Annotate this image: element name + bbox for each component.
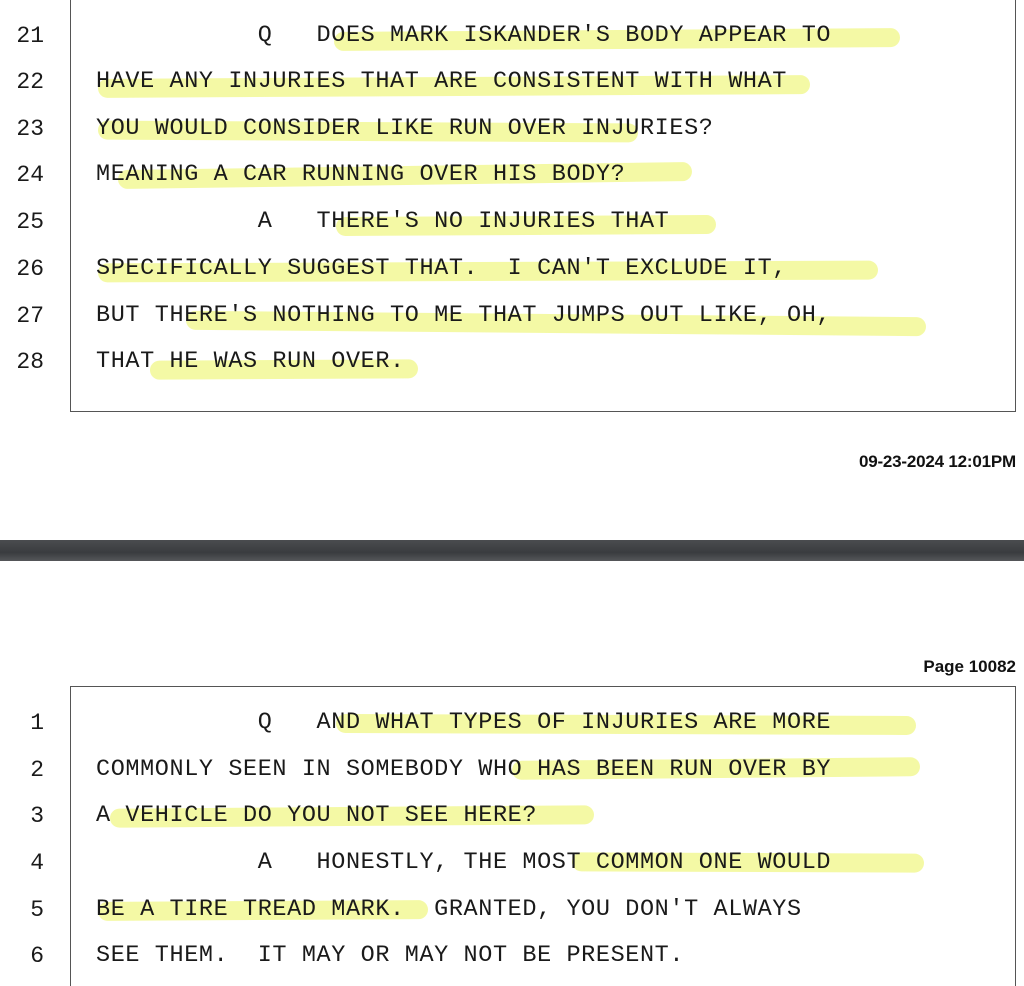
line-number: 24: [16, 162, 44, 188]
transcript-page-bottom: [0, 561, 1024, 967]
transcript-line: [0, 339, 1024, 385]
transcript-line: [0, 13, 1024, 59]
transcript-line: [0, 152, 1024, 198]
line-number: 1: [30, 710, 44, 736]
transcript-line: [0, 840, 1024, 886]
transcript-line: [0, 246, 1024, 292]
line-text: MEANING A CAR RUNNING OVER HIS BODY?: [96, 161, 626, 188]
transcript-line: [0, 747, 1024, 793]
transcript-line: [0, 59, 1024, 105]
line-text: A HONESTLY, THE MOST COMMON ONE WOULD: [96, 849, 832, 876]
line-text: BE A TIRE TREAD MARK. GRANTED, YOU DON'T ALWAYS: [96, 896, 802, 923]
transcript-line: [0, 933, 1024, 979]
transcript-line: [0, 199, 1024, 245]
line-number: 21: [16, 23, 44, 49]
line-text: THAT HE WAS RUN OVER.: [96, 348, 405, 375]
line-number: 26: [16, 256, 44, 282]
line-number: 25: [16, 209, 44, 235]
line-number: 4: [30, 850, 44, 876]
line-number: 23: [16, 116, 44, 142]
page-separator: [0, 540, 1024, 561]
line-number: 2: [30, 757, 44, 783]
line-number: 27: [16, 303, 44, 329]
line-number: 22: [16, 69, 44, 95]
line-number: 3: [30, 803, 44, 829]
line-text: A VEHICLE DO YOU NOT SEE HERE?: [96, 802, 538, 829]
transcript-line: [0, 106, 1024, 152]
line-number: 6: [30, 943, 44, 969]
line-text: HAVE ANY INJURIES THAT ARE CONSISTENT WITH WHAT: [96, 68, 788, 95]
transcript-line: [0, 887, 1024, 933]
line-text: SPECIFICALLY SUGGEST THAT. I CAN'T EXCLUDE IT,: [96, 255, 788, 282]
timestamp: 09-23-2024 12:01PM: [858, 452, 1016, 471]
line-text: A THERE'S NO INJURIES THAT: [96, 208, 670, 235]
page-number-label: Page 10082: [923, 657, 1016, 676]
line-text: SEE THEM. IT MAY OR MAY NOT BE PRESENT.: [96, 942, 685, 969]
line-text: Q DOES MARK ISKANDER'S BODY APPEAR TO: [96, 22, 832, 49]
line-number: 28: [16, 349, 44, 375]
line-text: COMMONLY SEEN IN SOMEBODY WHO HAS BEEN RUN OVER BY: [96, 756, 832, 783]
line-text: YOU WOULD CONSIDER LIKE RUN OVER INJURIES?: [96, 115, 714, 142]
transcript-line: [0, 293, 1024, 339]
line-text: BUT THERE'S NOTHING TO ME THAT JUMPS OUT LIKE, OH,: [96, 302, 832, 329]
transcript-line: [0, 793, 1024, 839]
line-number: 5: [30, 897, 44, 923]
line-text: Q AND WHAT TYPES OF INJURIES ARE MORE: [96, 709, 832, 736]
transcript-line: [0, 700, 1024, 746]
